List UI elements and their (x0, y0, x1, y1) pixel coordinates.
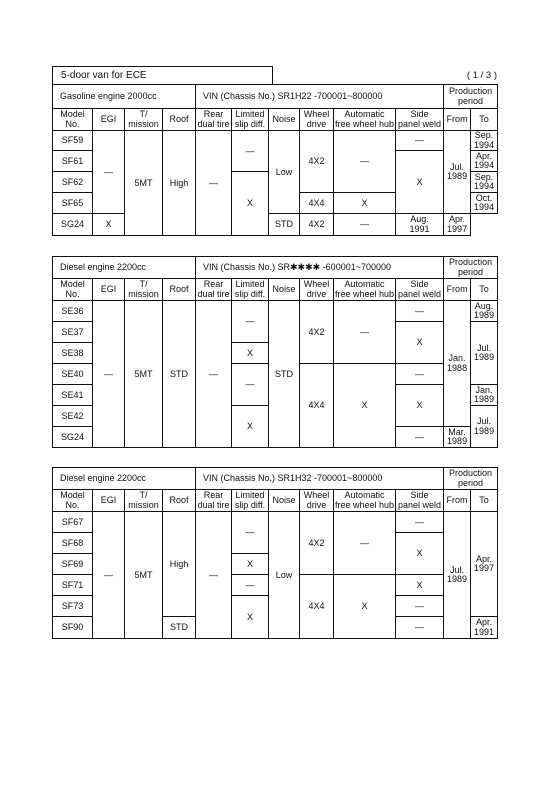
header-automatic-free-wheel-hub: Automatic free wheel hub (334, 490, 395, 510)
side-weld-cell: — (396, 596, 444, 617)
engine-label: Diesel engine 2200cc (53, 468, 196, 490)
model-no: SF71 (53, 575, 93, 596)
model-no: SF67 (53, 512, 93, 533)
engine-label: Diesel engine 2200cc (53, 257, 196, 279)
transmission-cell: 5MT (125, 301, 163, 448)
lsd-cell: — (232, 512, 269, 554)
rear-dual-tire-cell: — (196, 512, 232, 639)
header-automatic-free-wheel-hub: Automatic free wheel hub (334, 279, 395, 299)
rear-dual-tire-cell: — (196, 301, 232, 448)
auto-hub-cell: — (334, 131, 396, 193)
to-cell: Sep. 1994 (471, 172, 498, 193)
header-from: From (444, 109, 471, 131)
side-weld-cell: — (396, 131, 444, 151)
production-period-header: Production period (444, 468, 498, 490)
from-cell: Jul. 1989 (444, 131, 471, 214)
wheel-drive-cell: 4X4 (300, 193, 334, 214)
model-no: SF68 (53, 533, 93, 554)
lsd-cell: — (232, 131, 269, 172)
from-cell: Mar. 1989 (444, 427, 471, 448)
auto-hub-cell: X (334, 193, 396, 214)
side-weld-cell: X (396, 575, 444, 596)
lsd-cell: X (232, 596, 269, 639)
egi-cell: X (93, 214, 125, 236)
model-no: SF73 (53, 596, 93, 617)
wheel-drive-cell: 4X2 (300, 214, 334, 236)
side-weld-cell: — (396, 364, 444, 385)
production-period-header: Production period (444, 85, 498, 109)
production-period-header: Production period (444, 257, 498, 279)
header-noise: Noise (269, 490, 300, 512)
section-table-gasoline-2000 (52, 84, 498, 236)
model-no: SF59 (53, 131, 93, 151)
side-weld-cell: X (396, 533, 444, 575)
header-automatic-free-wheel-hub: Automatic free wheel hub (334, 109, 395, 129)
from-cell: Jul. 1989 (444, 512, 471, 639)
header-to: To (471, 279, 498, 301)
noise-cell: Low (269, 512, 300, 639)
transmission-cell: 5MT (125, 131, 163, 236)
section-table-diesel-2200-a (52, 256, 498, 448)
header-transmission: T/ mission (125, 279, 163, 301)
noise-cell: STD (269, 301, 300, 448)
to-cell: Apr. 1994 (471, 151, 498, 172)
header-noise: Noise (269, 279, 300, 301)
header-wheel-drive: Wheel drive (300, 490, 334, 512)
page-number: ( 1 / 3 ) (466, 70, 497, 81)
auto-hub-cell: — (334, 512, 396, 575)
lsd-cell: X (232, 554, 269, 575)
side-weld-cell: — (396, 512, 444, 533)
lsd-cell: X (232, 343, 269, 364)
egi-cell: — (93, 301, 125, 448)
header-side-panel-weld: Side panel weld (396, 490, 444, 512)
model-no: SG24 (53, 214, 93, 236)
header-model-no: Model No. (53, 490, 93, 512)
header-limited-slip-diff: Limited slip diff. (232, 279, 269, 301)
header-rear-dual-tire: Rear dual tire (197, 279, 230, 299)
header-roof: Roof (163, 279, 196, 301)
model-no: SF62 (53, 172, 93, 193)
to-cell: Aug. 1989 (471, 301, 498, 322)
side-weld-cell: X (396, 385, 444, 427)
lsd-cell: — (232, 301, 269, 343)
header-model-no: Model No. (53, 279, 93, 301)
header-to: To (471, 490, 498, 512)
section-table-diesel-2200-b (52, 467, 498, 639)
roof-cell: High (163, 512, 196, 617)
header-roof: Roof (163, 109, 196, 131)
transmission-cell: 5MT (125, 512, 163, 639)
header-side-panel-weld: Side panel weld (396, 279, 444, 301)
lsd-cell: — (232, 575, 269, 596)
wheel-drive-cell: 4X4 (300, 575, 334, 639)
rear-dual-tire-cell: — (196, 131, 232, 236)
side-weld-cell: — (396, 617, 444, 639)
roof-cell: High (163, 131, 196, 236)
header-transmission: T/ mission (125, 490, 163, 512)
model-no: SE38 (53, 343, 93, 364)
noise-cell: Low (269, 131, 300, 214)
header-from: From (444, 279, 471, 301)
to-cell: Jul. 1989 (471, 406, 498, 448)
to-cell: Apr. 1991 (471, 617, 498, 639)
model-no: SE37 (53, 322, 93, 343)
egi-cell: — (93, 131, 125, 214)
header-from: From (444, 490, 471, 512)
header-limited-slip-diff: Limited slip diff. (232, 109, 269, 131)
header-noise: Noise (269, 109, 300, 131)
side-weld-cell: X (396, 322, 444, 364)
side-weld-cell: — (396, 427, 444, 448)
header-roof: Roof (163, 490, 196, 512)
model-no: SE42 (53, 406, 93, 427)
model-no: SE40 (53, 364, 93, 385)
noise-cell: STD (269, 214, 300, 236)
wheel-drive-cell: 4X2 (300, 512, 334, 575)
header-to: To (471, 109, 498, 131)
to-cell: Oct. 1994 (471, 193, 498, 214)
to-cell: Sep. 1994 (471, 131, 498, 151)
from-cell: Jan. 1988 (444, 301, 471, 427)
wheel-drive-cell: 4X4 (300, 364, 334, 448)
side-weld-cell: — (396, 301, 444, 322)
auto-hub-cell: X (334, 575, 396, 639)
to-cell: Apr. 1997 (471, 512, 498, 617)
roof-cell: STD (163, 301, 196, 448)
to-cell: Apr. 1997 (444, 214, 471, 236)
egi-cell: — (93, 512, 125, 639)
header-wheel-drive: Wheel drive (300, 279, 334, 301)
header-wheel-drive: Wheel drive (300, 109, 334, 131)
header-egi: EGI (93, 490, 125, 512)
document-title: 5-door van for ECE (52, 66, 273, 84)
wheel-drive-cell: 4X2 (300, 131, 334, 193)
engine-label: Gasoline engine 2000cc (53, 85, 196, 109)
vin-label: VIN (Chassis No.) SR1H32 -700001~800000 (196, 468, 444, 490)
header-limited-slip-diff: Limited slip diff. (232, 490, 269, 512)
auto-hub-cell: X (334, 364, 396, 448)
model-no: SF90 (53, 617, 93, 639)
header-egi: EGI (93, 109, 125, 131)
wheel-drive-cell: 4X2 (300, 301, 334, 364)
header-transmission: T/ mission (125, 109, 163, 131)
lsd-cell: X (232, 406, 269, 448)
header-egi: EGI (93, 279, 125, 301)
model-no: SE36 (53, 301, 93, 322)
header-side-panel-weld: Side panel weld (396, 109, 444, 131)
side-weld-cell: X (396, 151, 444, 214)
roof-cell: STD (163, 617, 196, 639)
vin-label: VIN (Chassis No.) SR✱✱✱✱ -600001~700000 (196, 257, 444, 279)
from-cell: Aug. 1991 (396, 214, 444, 236)
model-no: SF69 (53, 554, 93, 575)
model-no: SE41 (53, 385, 93, 406)
lsd-cell: X (232, 172, 269, 236)
header-rear-dual-tire: Rear dual tire (197, 109, 230, 129)
lsd-cell: — (232, 364, 269, 406)
auto-hub-cell: — (334, 214, 396, 236)
header-model-no: Model No. (53, 109, 93, 131)
vin-label: VIN (Chassis No.) SR1H22 -700001~800000 (196, 85, 444, 109)
model-no: SF65 (53, 193, 93, 214)
to-cell: Jan. 1989 (471, 385, 498, 406)
header-rear-dual-tire: Rear dual tire (197, 490, 230, 510)
auto-hub-cell: — (334, 301, 396, 364)
to-cell: Jul. 1989 (471, 322, 498, 385)
model-no: SG24 (53, 427, 93, 448)
model-no: SF61 (53, 151, 93, 172)
